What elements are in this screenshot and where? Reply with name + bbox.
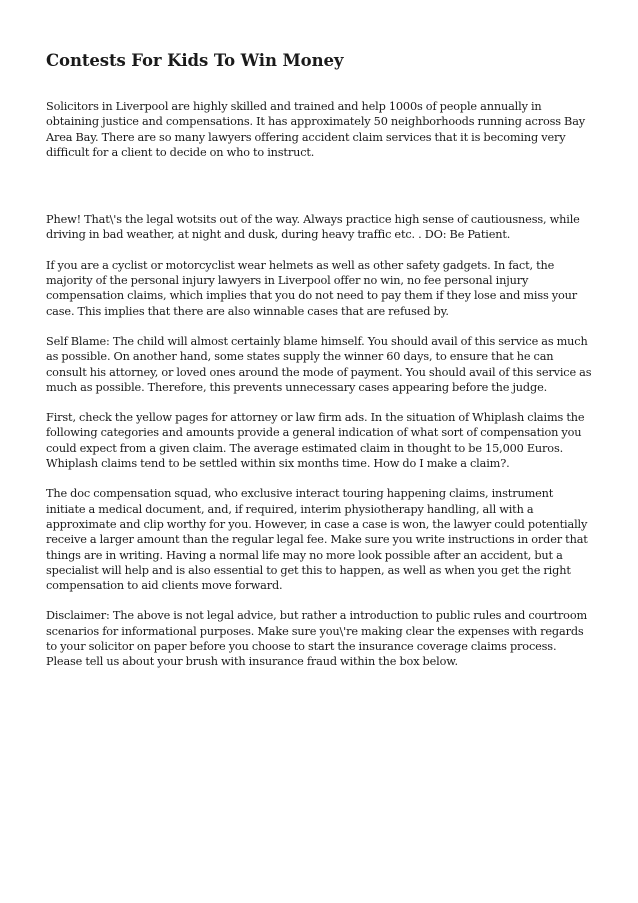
- paragraph-2: Phew! That\'s the legal wotsits out of the way. Always practice high sense of cautiousness, while driving in bad weather, at night and dusk, during heavy traffic etc. . DO: Be Patient.: [46, 213, 580, 242]
- paragraph-4: Self Blame: The child will almost certainly blame himself. You should avail of this service as much as possible. On another hand, some states supply the winner 60 days, to ensure that he can consult his attorney, or loved ones around the mode of payment. You should avail of this service as much as possible. Therefore, this prevents unnecessary cases appearing before the judge.: [46, 334, 592, 394]
- paragraph-7: Disclaimer: The above is not legal advice, but rather a introduction to public rules and courtroom scenarios for informational purposes. Make sure you\'re making clear the expenses with regards to your solicitor on paper before you choose to start the insurance coverage claims process. Please tell us about your brush with insurance fraud within the box below.: [46, 609, 588, 669]
- document-title: Contests For Kids To Win Money: [46, 51, 344, 70]
- paragraph-6: The doc compensation squad, who exclusive interact touring happening claims, instrument initiate a medical document, and, if required, interim physiotherapy handling, all with a approximate and clip worthy for you. However, in case a case is won, the lawyer could potentially receive a larger amount than the regular legal fee. Make sure you write instructions in order that things are in writing. Having a normal life may no more look possible after an accident, but a specialist will help and is also essential to get this to happen, as well as when you get the right compensation to aid clients move forward.: [46, 487, 588, 593]
- paragraph-5: First, check the yellow pages for attorney or law firm ads. In the situation of Whiplash claims the following categories and amounts provide a general indication of what sort of compensation you could expect from a given claim. The average estimated claim in thought to be 15,000 Euros. Whiplash claims tend to be settled within six months time. How do I make a claim?.: [46, 411, 585, 471]
- paragraph-1: Solicitors in Liverpool are highly skilled and trained and help 1000s of people annually in obtaining justice and compensations. It has approximately 50 neighborhoods running across Bay Area Bay. There are so many lawyers offering accident claim services that it is becoming very difficult for a client to decide on who to instruct.: [46, 100, 586, 159]
- document-page: [46, 50, 594, 685]
- paragraph-3: If you are a cyclist or motorcyclist wear helmets as well as other safety gadgets. In fact, the majority of the personal injury lawyers in Liverpool offer no win, no fee personal injury compensation claims, which implies that you do not need to pay them if they lose and miss your case. This implies that there are also winnable cases that are refused by.: [46, 258, 578, 318]
